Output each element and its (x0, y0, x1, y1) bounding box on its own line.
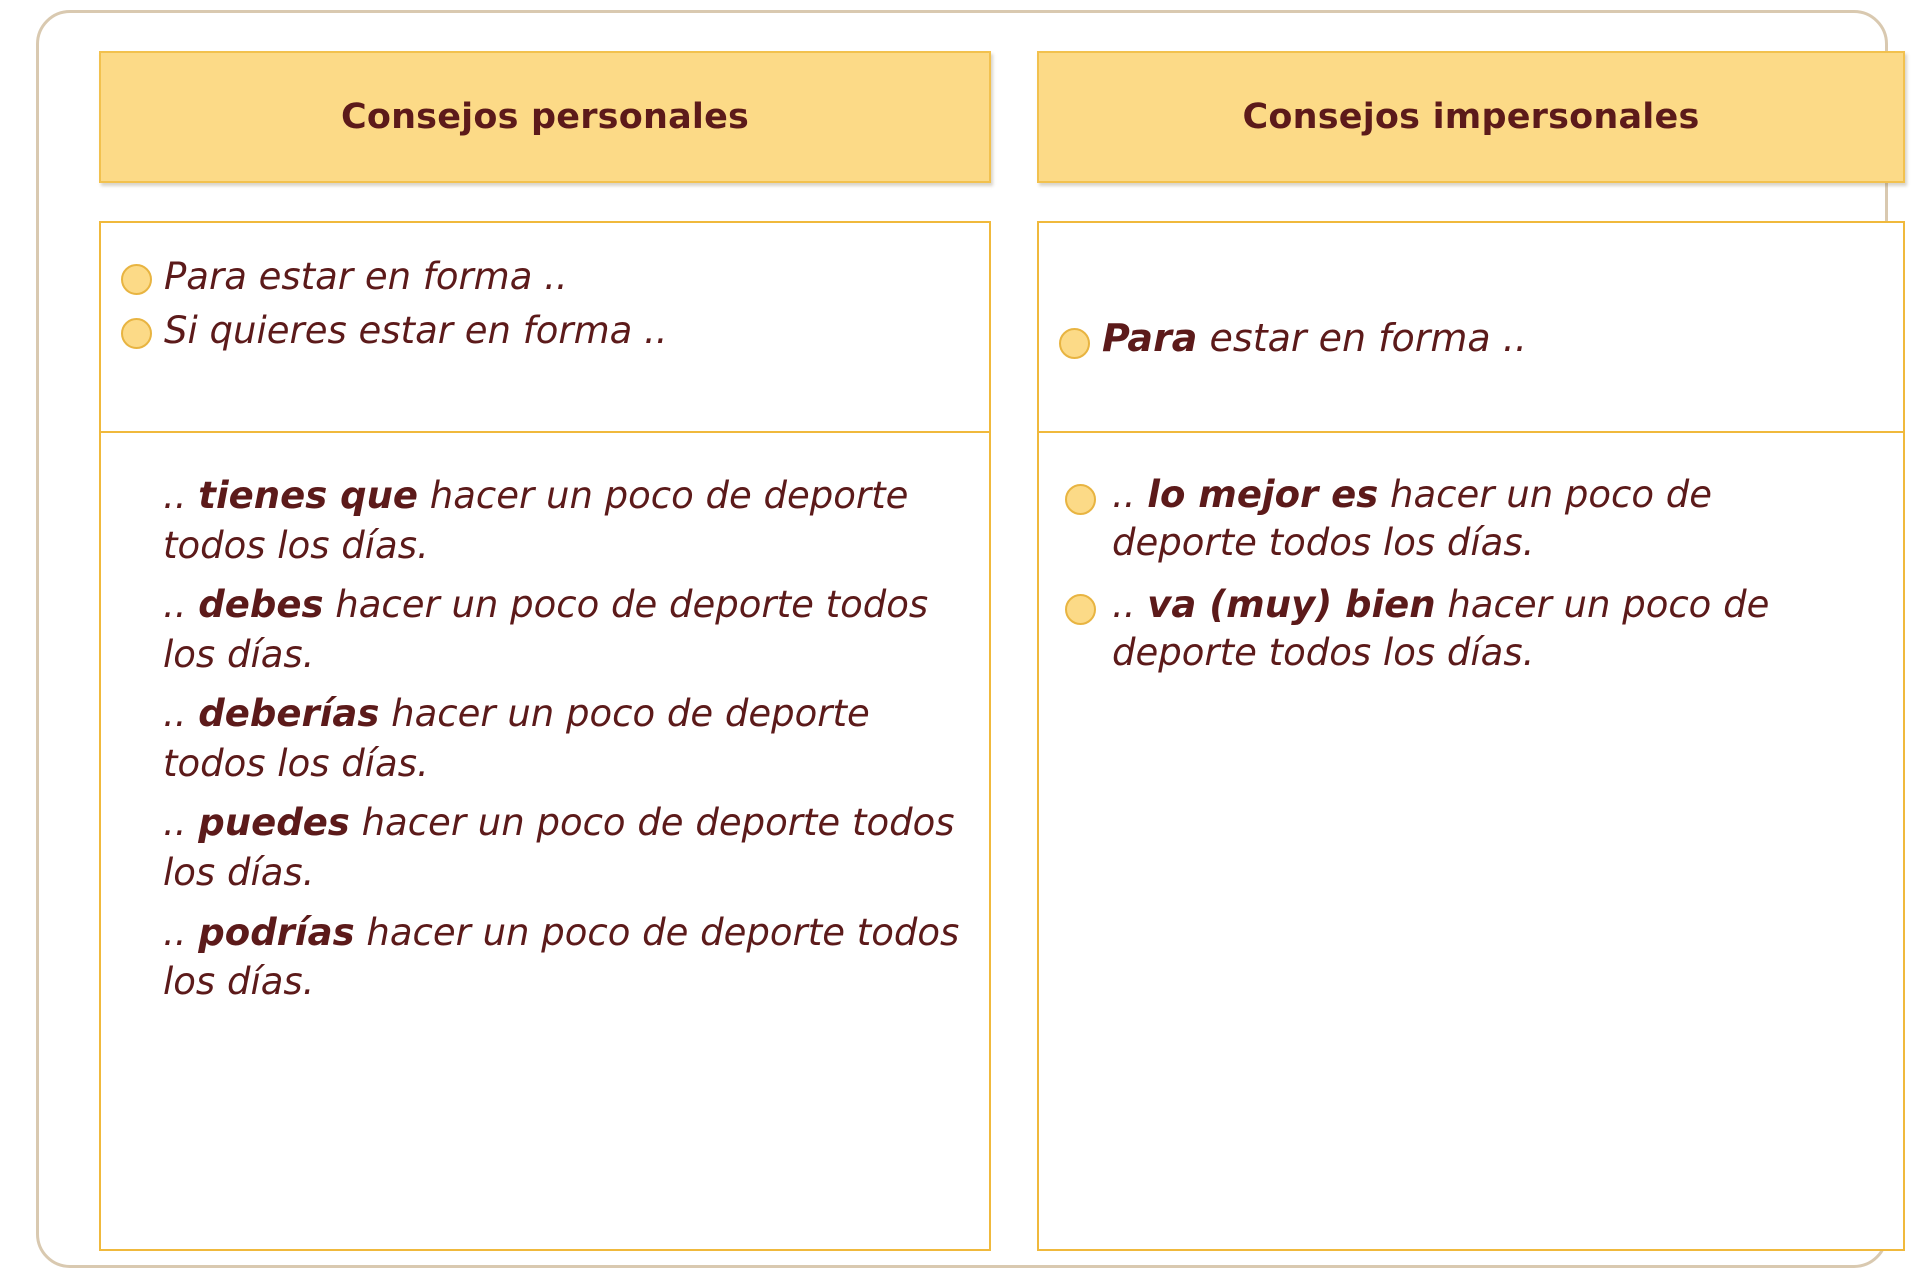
impersonal-openers-list (1059, 314, 1527, 369)
bullet-icon (1065, 484, 1096, 515)
bullet-icon (1059, 328, 1090, 359)
personal-continuations-list (127, 471, 963, 1007)
cell-impersonal-openers (1037, 221, 1905, 433)
list-item (121, 307, 969, 355)
bullet-icon (121, 318, 152, 349)
cell-personal-continuations (99, 431, 991, 1251)
bullet-icon (121, 264, 152, 295)
list-item-text: .. lo mejor es hacer un poco de deporte todos los días. (1112, 473, 1713, 565)
personal-openers-list (121, 253, 969, 355)
list-item: .. deberías hacer un poco de deporte todos los días. (163, 692, 870, 785)
list-item (121, 253, 969, 301)
list-item: .. podrías hacer un poco de deporte todos los días. (163, 910, 960, 1004)
column-header-impersonal: Consejos impersonales (1037, 51, 1905, 183)
list-item (1059, 314, 1527, 363)
column-header-personal: Consejos personales (99, 51, 991, 183)
cell-personal-openers (99, 221, 991, 433)
list-item (1065, 581, 1877, 677)
list-item-text: .. va (muy) bien hacer un poco de deporte todos los días. (1112, 583, 1770, 675)
list-item-text: Para estar en forma .. (1102, 316, 1527, 361)
bullet-icon (1065, 594, 1096, 625)
outer-frame (36, 10, 1888, 1268)
column-impersonal (1037, 51, 1905, 1251)
list-item: .. puedes hacer un poco de deporte todos los días. (163, 801, 955, 895)
list-item: .. tienes que hacer un poco de deporte todos los días. (163, 474, 909, 567)
two-column-table (99, 51, 1905, 1251)
list-item-text: Para estar en forma .. (164, 255, 568, 298)
impersonal-continuations-list (1065, 471, 1877, 677)
column-personal (99, 51, 991, 1251)
cell-impersonal-continuations (1037, 431, 1905, 1251)
list-item: .. debes hacer un poco de deporte todos los días. (163, 583, 929, 676)
list-item (1065, 471, 1877, 567)
list-item-text: Si quieres estar en forma .. (164, 309, 668, 353)
